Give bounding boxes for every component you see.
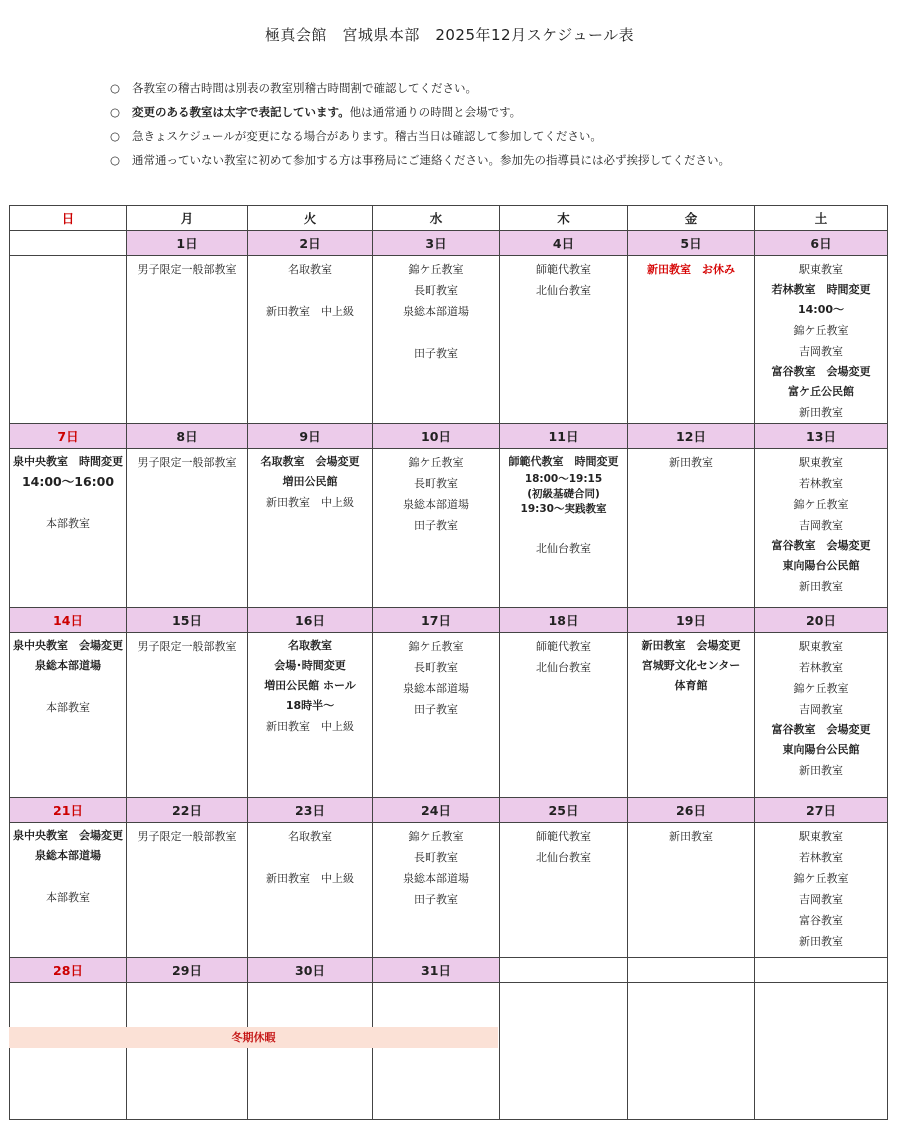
date-cell: 31日 bbox=[373, 958, 500, 983]
class-entry: 錦ケ丘教室 bbox=[408, 456, 464, 469]
class-entry: 本部教室 bbox=[46, 891, 90, 904]
schedule-cell bbox=[248, 823, 373, 958]
class-entry: 北仙台教室 bbox=[536, 284, 591, 297]
class-entry: 本部教室 bbox=[46, 517, 90, 530]
class-entry: 新田教室 中上級 bbox=[266, 305, 354, 318]
schedule-cell bbox=[10, 633, 127, 798]
class-entry: 長町教室 bbox=[414, 661, 458, 674]
class-entry: 若林教室 時間変更 bbox=[771, 283, 871, 296]
class-entry: 体育館 bbox=[674, 679, 708, 692]
date-cell: 30日 bbox=[248, 958, 373, 983]
spacer bbox=[248, 847, 372, 868]
schedule-cell bbox=[10, 256, 127, 424]
date-cell: 29日 bbox=[127, 958, 248, 983]
class-entry: 新田教室 bbox=[799, 580, 843, 593]
date-cell: 1日 bbox=[127, 231, 248, 256]
class-entry: 富谷教室 bbox=[799, 914, 843, 927]
class-entry: 若林教室 bbox=[799, 477, 843, 490]
date-row bbox=[10, 798, 888, 823]
date-cell: 7日 bbox=[10, 424, 127, 449]
schedule-cell bbox=[127, 823, 248, 958]
schedule-cell bbox=[500, 823, 628, 958]
date-cell: 24日 bbox=[373, 798, 500, 823]
weekday-wed: 水 bbox=[373, 206, 500, 231]
schedule-row bbox=[10, 633, 888, 798]
date-cell: 11日 bbox=[500, 424, 628, 449]
weekday-sat: 土 bbox=[755, 206, 888, 231]
class-entry: 富谷教室 会場変更 bbox=[771, 365, 871, 378]
date-cell: 3日 bbox=[373, 231, 500, 256]
bullet-circle-icon: ○ bbox=[110, 129, 121, 143]
class-entry: 18時半～ bbox=[285, 699, 335, 712]
date-row bbox=[10, 424, 888, 449]
class-entry: 新田教室 お休み bbox=[647, 263, 735, 276]
class-entry: 師範代教室 bbox=[536, 640, 591, 653]
spacer bbox=[10, 492, 126, 513]
weekday-mon: 月 bbox=[127, 206, 248, 231]
schedule-cell bbox=[373, 633, 500, 798]
date-cell bbox=[755, 958, 888, 983]
class-entry: 吉岡教室 bbox=[799, 893, 843, 906]
schedule-cell bbox=[373, 983, 500, 1120]
class-entry: 増田公民館 bbox=[282, 475, 338, 488]
class-entry: 新田教室 bbox=[669, 830, 713, 843]
spacer bbox=[373, 322, 499, 343]
class-entry: 東向陽台公民館 bbox=[782, 743, 860, 756]
schedule-cell bbox=[248, 633, 373, 798]
class-entry: 富ケ丘公民館 bbox=[788, 385, 854, 398]
spacer bbox=[10, 676, 126, 697]
class-entry: 新田教室 bbox=[799, 935, 843, 948]
class-entry: 泉総本部道場 bbox=[403, 305, 469, 318]
class-entry: 男子限定一般部教室 bbox=[137, 456, 237, 469]
date-cell: 12日 bbox=[628, 424, 755, 449]
weekday-tue: 火 bbox=[248, 206, 373, 231]
schedule-cell bbox=[10, 983, 127, 1120]
class-entry: 吉岡教室 bbox=[799, 703, 843, 716]
class-entry: 14:00～16:00 bbox=[21, 474, 115, 489]
class-entry: 名取教室 bbox=[288, 263, 332, 276]
schedule-row bbox=[10, 449, 888, 608]
class-entry: 田子教室 bbox=[414, 347, 458, 360]
schedule-cell bbox=[500, 633, 628, 798]
schedule-cell bbox=[10, 823, 127, 958]
class-entry: 泉総本部道場 bbox=[403, 498, 469, 511]
schedule-cell bbox=[248, 449, 373, 608]
bullet-circle-icon: ○ bbox=[110, 105, 121, 119]
schedule-cell bbox=[500, 449, 628, 608]
schedule-cell bbox=[755, 983, 888, 1120]
date-cell: 15日 bbox=[127, 608, 248, 633]
class-entry: 会場･時間変更 bbox=[274, 659, 346, 672]
date-cell: 2日 bbox=[248, 231, 373, 256]
class-entry: 名取教室 bbox=[288, 830, 332, 843]
class-entry: 駅東教室 bbox=[799, 263, 843, 276]
class-entry: 泉総本部道場 bbox=[403, 682, 469, 695]
class-entry: 吉岡教室 bbox=[799, 519, 843, 532]
date-cell: 10日 bbox=[373, 424, 500, 449]
schedule-cell bbox=[628, 983, 755, 1120]
class-entry: 新田教室 中上級 bbox=[266, 496, 354, 509]
schedule-cell bbox=[500, 983, 628, 1120]
date-cell: 16日 bbox=[248, 608, 373, 633]
class-entry: 富谷教室 会場変更 bbox=[771, 539, 871, 552]
class-entry: 富谷教室 会場変更 bbox=[771, 723, 871, 736]
class-entry: 泉中央教室 会場変更 bbox=[13, 639, 123, 652]
class-entry: 泉中央教室 時間変更 bbox=[13, 455, 123, 468]
schedule-cell bbox=[127, 449, 248, 608]
class-entry: 男子限定一般部教室 bbox=[137, 263, 237, 276]
schedule-cell bbox=[628, 449, 755, 608]
class-entry: 新田教室 中上級 bbox=[266, 872, 354, 885]
class-entry: 新田教室 bbox=[669, 456, 713, 469]
note-item: ○ 急きょスケジュールが変更になる場合があります。稽古当日は確認して参加してください。 bbox=[110, 129, 602, 143]
schedule-cell bbox=[628, 633, 755, 798]
class-entry: 宮城野文化センター bbox=[641, 659, 741, 672]
class-entry: 東向陽台公民館 bbox=[782, 559, 860, 572]
class-entry: 新田教室 bbox=[799, 406, 843, 419]
date-cell: 20日 bbox=[755, 608, 888, 633]
date-cell: 25日 bbox=[500, 798, 628, 823]
schedule-cell bbox=[628, 256, 755, 424]
class-entry: 錦ケ丘教室 bbox=[408, 640, 464, 653]
class-entry: 男子限定一般部教室 bbox=[137, 640, 237, 653]
class-entry: 泉中央教室 会場変更 bbox=[13, 829, 123, 842]
class-entry: 駅東教室 bbox=[799, 640, 843, 653]
class-entry: 田子教室 bbox=[414, 703, 458, 716]
date-cell: 4日 bbox=[500, 231, 628, 256]
spacer bbox=[10, 866, 126, 887]
schedule-cell bbox=[127, 983, 248, 1120]
winter-break-banner: 冬期休暇 bbox=[9, 1027, 498, 1048]
class-entry: 新田教室 中上級 bbox=[266, 720, 354, 733]
spacer bbox=[248, 280, 372, 301]
date-cell: 19日 bbox=[628, 608, 755, 633]
date-cell: 8日 bbox=[127, 424, 248, 449]
date-cell bbox=[10, 231, 127, 256]
class-entry: 錦ケ丘教室 bbox=[408, 263, 464, 276]
date-row bbox=[10, 608, 888, 633]
class-entry: 師範代教室 bbox=[536, 830, 591, 843]
date-cell: 27日 bbox=[755, 798, 888, 823]
class-entry: 長町教室 bbox=[414, 477, 458, 490]
schedule-cell bbox=[500, 256, 628, 424]
class-entry: 若林教室 bbox=[799, 851, 843, 864]
class-entry: 錦ケ丘教室 bbox=[793, 324, 849, 337]
class-entry: (初級基礎合同) bbox=[527, 488, 600, 500]
date-cell: 9日 bbox=[248, 424, 373, 449]
weekday-header-row bbox=[10, 206, 888, 231]
schedule-cell bbox=[373, 256, 500, 424]
notes-list bbox=[110, 80, 730, 176]
class-entry: 駅東教室 bbox=[799, 456, 843, 469]
class-entry: 泉総本部道場 bbox=[35, 659, 101, 672]
date-cell: 5日 bbox=[628, 231, 755, 256]
class-entry: 新田教室 bbox=[799, 764, 843, 777]
date-cell: 18日 bbox=[500, 608, 628, 633]
schedule-cell bbox=[373, 449, 500, 608]
date-row bbox=[10, 958, 888, 983]
weekday-fri: 金 bbox=[628, 206, 755, 231]
class-entry: 長町教室 bbox=[414, 284, 458, 297]
page-title: 極真会館 宮城県本部 2025年12月スケジュール表 bbox=[264, 26, 635, 44]
schedule-cell bbox=[755, 256, 888, 424]
schedule-cell bbox=[248, 983, 373, 1120]
class-entry: 吉岡教室 bbox=[799, 345, 843, 358]
date-cell: 17日 bbox=[373, 608, 500, 633]
schedule-cell bbox=[373, 823, 500, 958]
date-cell: 26日 bbox=[628, 798, 755, 823]
date-cell: 13日 bbox=[755, 424, 888, 449]
bullet-circle-icon: ○ bbox=[110, 153, 121, 167]
schedule-row bbox=[10, 256, 888, 424]
class-entry: 14:00～ bbox=[797, 303, 844, 316]
schedule-cell bbox=[755, 633, 888, 798]
weekday-thu: 木 bbox=[500, 206, 628, 231]
class-entry: 北仙台教室 bbox=[536, 542, 591, 555]
schedule-cell bbox=[248, 256, 373, 424]
date-cell bbox=[628, 958, 755, 983]
class-entry: 駅東教室 bbox=[799, 830, 843, 843]
class-entry: 若林教室 bbox=[799, 661, 843, 674]
class-entry: 北仙台教室 bbox=[536, 851, 591, 864]
schedule-cell bbox=[628, 823, 755, 958]
schedule-calendar bbox=[9, 205, 888, 1120]
class-entry: 錦ケ丘教室 bbox=[408, 830, 464, 843]
schedule-cell bbox=[755, 449, 888, 608]
class-entry: 錦ケ丘教室 bbox=[793, 498, 849, 511]
class-entry: 錦ケ丘教室 bbox=[793, 682, 849, 695]
class-entry: 名取教室 会場変更 bbox=[260, 455, 360, 468]
class-entry: 名取教室 bbox=[288, 639, 332, 652]
date-cell: 6日 bbox=[755, 231, 888, 256]
schedule-cell bbox=[10, 449, 127, 608]
class-entry: 北仙台教室 bbox=[536, 661, 591, 674]
note-item: ○ 通常通っていない教室に初めて参加する方は事務局にご連絡ください。参加先の指導員には必ず挨拶してください。 bbox=[110, 153, 730, 167]
class-entry: 増田公民館 ホール bbox=[264, 679, 356, 692]
schedule-cell bbox=[127, 633, 248, 798]
class-entry: 田子教室 bbox=[414, 893, 458, 906]
class-entry: 新田教室 会場変更 bbox=[641, 639, 741, 652]
schedule-row bbox=[10, 823, 888, 958]
class-entry: 18:00～19:15 bbox=[524, 473, 603, 485]
schedule-cell bbox=[755, 823, 888, 958]
class-entry: 長町教室 bbox=[414, 851, 458, 864]
date-cell: 28日 bbox=[10, 958, 127, 983]
date-cell: 14日 bbox=[10, 608, 127, 633]
class-entry: 泉総本部道場 bbox=[403, 872, 469, 885]
class-entry: 泉総本部道場 bbox=[35, 849, 101, 862]
date-cell bbox=[500, 958, 628, 983]
date-cell: 22日 bbox=[127, 798, 248, 823]
class-entry: 田子教室 bbox=[414, 519, 458, 532]
schedule-row bbox=[10, 983, 888, 1120]
date-cell: 21日 bbox=[10, 798, 127, 823]
weekday-sun: 日 bbox=[10, 206, 127, 231]
note-item: ○ 各教室の稽古時間は別表の教室別稽古時間割で確認してください。 bbox=[110, 81, 477, 95]
class-entry: 19:30～実践教室 bbox=[520, 503, 607, 515]
class-entry: 師範代教室 bbox=[536, 263, 591, 276]
spacer bbox=[500, 517, 627, 538]
class-entry: 錦ケ丘教室 bbox=[793, 872, 849, 885]
class-entry: 本部教室 bbox=[46, 701, 90, 714]
note-item: ○ 変更のある教室は太字で表記しています。他は通常通りの時間と会場です。 bbox=[110, 105, 522, 119]
schedule-cell bbox=[127, 256, 248, 424]
class-entry: 師範代教室 時間変更 bbox=[508, 455, 619, 468]
date-row bbox=[10, 231, 888, 256]
class-entry: 男子限定一般部教室 bbox=[137, 830, 237, 843]
date-cell: 23日 bbox=[248, 798, 373, 823]
bullet-circle-icon: ○ bbox=[110, 81, 121, 95]
